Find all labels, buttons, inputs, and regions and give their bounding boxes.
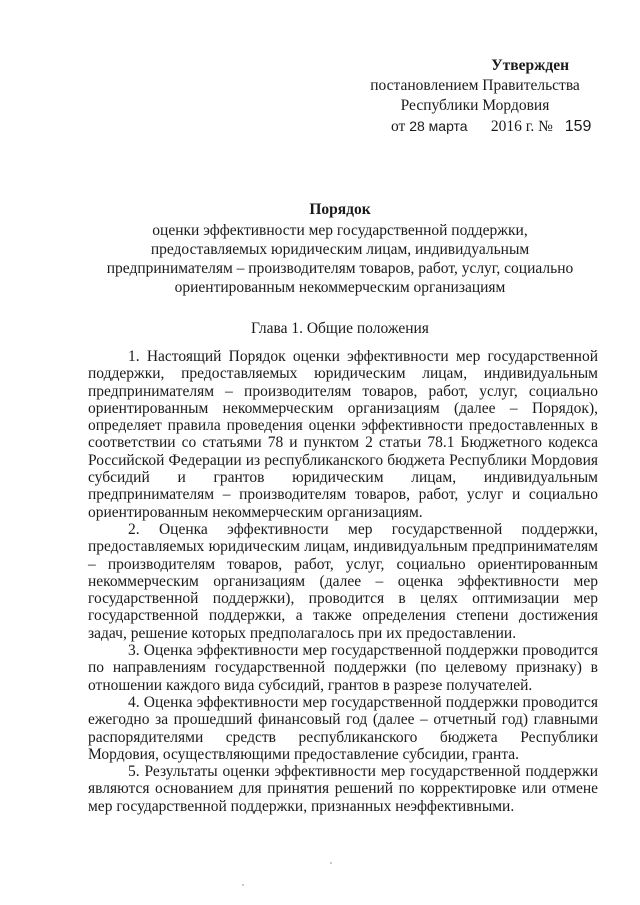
approval-date [355, 116, 595, 137]
scan-speck [330, 862, 332, 864]
paragraph-3: 3. Оценка эффективности мер государственной поддержки проводится по направлениям государственной поддержки (по целевому признаку) в отношении каждого вида субсидий, грантов в разрезе получателей. [88, 642, 598, 694]
decree-number: 159 [564, 118, 592, 135]
date-prefix: от [391, 118, 406, 135]
title-line: предпринимателям – производителям товаров, работ, услуг, социально [106, 260, 574, 277]
date-day: 28 [409, 118, 425, 134]
title-line: предоставляемых юридическим лицам, индивидуальным [150, 241, 530, 258]
paragraph-4: 4. Оценка эффективности мер государственной поддержки проводится ежегодно за прошедший финансовый год (далее – отчетный год) главными распорядителями средств республиканского бюджета Республики Мордовия, осуществляющими предоставление субсидии, гранта. [88, 693, 598, 763]
approval-line-2: Республики Мордовия [400, 97, 550, 114]
chapter-heading: Глава 1. Общие положения [251, 320, 429, 337]
title-line: ориентированным некоммерческим организациям [174, 279, 506, 296]
paragraph-2: 2. Оценка эффективности мер государственной поддержки, предоставляемых юридическим лицам, индивидуальным предпринимателям – производителям товаров, работ, услуг, социально ориентированным некоммерческим организациям (далее – оценка эффективности мер государственной поддержки), проводится в целях оптимизации мер государственной поддержки, а также определения степени достижения задач, решение которых предполагалось при их предоставлении. [88, 520, 598, 642]
document-title [100, 200, 580, 297]
title-main: Порядок [309, 201, 371, 218]
date-month: марта [428, 118, 468, 134]
date-year: 2016 г. № [490, 118, 553, 135]
document-body [88, 348, 598, 815]
approval-stamp [355, 56, 595, 137]
approval-line-1: постановлением Правительства [370, 77, 580, 94]
approval-title: Утвержден [491, 57, 569, 74]
title-line: оценки эффективности мер государственной поддержки, [152, 222, 528, 239]
scan-speck [242, 884, 244, 886]
paragraph-1: 1. Настоящий Порядок оценки эффективности мер государственной поддержки, предоставляемых юридическим лицам, индивидуальным предпринимателям – производителям товаров, работ, услуг, социально ориентированным некоммерческим организациям (далее – Порядок), определяет правила проведения оценки эффективности предоставленных в соответствии со статьями 78 и пунктом 2 статьи 78.1 Бюджетного кодекса Российской Федерации из республиканского бюджета Республики Мордовия субсидий и грантов юридическим лицам, индивидуальным предпринимателям – производителям товаров, работ, услуг и социально ориентированным некоммерческим организациям. [88, 348, 598, 521]
paragraph-5: 5. Результаты оценки эффективности мер государственной поддержки являются основанием для принятия решений по корректировке или отмене мер государственной поддержки, признанных неэффективными. [88, 763, 598, 815]
